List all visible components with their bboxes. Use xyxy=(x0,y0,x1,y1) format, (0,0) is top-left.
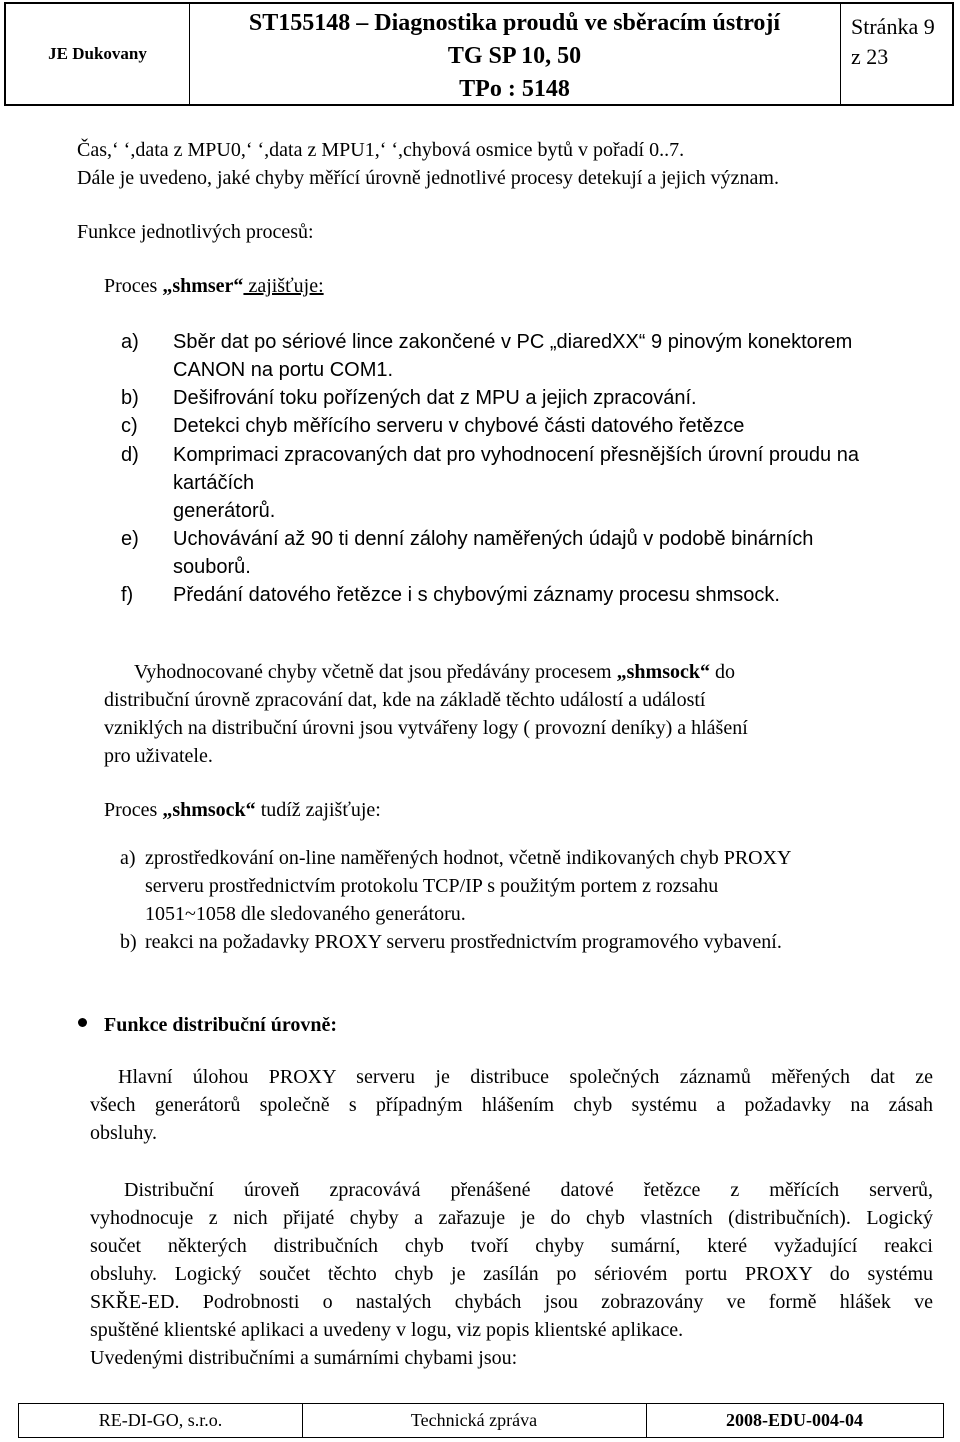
item-text: kartáčích xyxy=(173,472,255,494)
footer-doc-id: 2008-EDU-004-04 xyxy=(726,1410,863,1430)
item-label: a) xyxy=(121,331,139,353)
item-text: Sběr dat po sériové lince zakončené v PC „diaredXX“ 9 pinovým konektorem xyxy=(173,331,853,353)
item-label: c) xyxy=(121,415,138,437)
page-number-line2: z 23 xyxy=(851,44,889,69)
footer-doc-type: Technická zpráva xyxy=(302,1404,647,1437)
item-label: a) xyxy=(120,847,136,869)
para1-line-4: pro uživatele. xyxy=(104,745,213,767)
item-text: Dešifrování toku pořízených dat z MPU a jejich zpracování. xyxy=(173,387,697,409)
shmser-prefix: Proces xyxy=(104,275,163,297)
shmsock-prefix: Proces xyxy=(104,799,163,821)
paragraph-line: obsluhy. Logický součet těchto chyb je zasílán po sériovém portu PROXY do systému xyxy=(90,1263,933,1285)
item-text: souborů. xyxy=(173,556,251,578)
item-text: generátorů. xyxy=(173,500,276,522)
header-title xyxy=(189,4,841,104)
item-text: reakci na požadavky PROXY serveru prostřednictvím programového vybavení. xyxy=(145,931,782,953)
paragraph-line: součet některých distribučních chyb tvoří chyby sumární, které vyžadující reakci xyxy=(90,1235,933,1257)
shmsock-intro xyxy=(104,796,381,824)
item-text: CANON na portu COM1. xyxy=(173,359,394,381)
item-label: b) xyxy=(121,387,139,409)
item-label: e) xyxy=(121,528,139,550)
item-label: b) xyxy=(120,931,137,953)
item-text: Předání datového řetězce i s chybovými záznamy procesu shmsock. xyxy=(173,584,780,606)
item-label: f) xyxy=(121,584,134,606)
shmser-intro xyxy=(104,272,324,300)
paragraph-line: Distribuční úroveň zpracovává přenášené datové řetězce z měřících serverů, xyxy=(124,1179,933,1201)
para1-line-1 xyxy=(134,658,735,686)
para1-text: do xyxy=(709,661,735,683)
shmser-name: „shmser“ xyxy=(162,275,244,297)
shmser-suffix: zajišťuje: xyxy=(243,275,324,297)
shmsock-name: „shmsock“ xyxy=(616,661,710,683)
item-text: zprostředkování on-line naměřených hodnot, včetně indikovaných chyb PROXY xyxy=(145,847,792,869)
header-title-line3: TPo : 5148 xyxy=(459,76,570,102)
distribution-paragraph-3: Uvedenými distribučními a sumárními chybami jsou: xyxy=(90,1347,518,1369)
item-text: Uchovávání až 90 ti denní zálohy naměřených údajů v podobě binárních xyxy=(173,528,814,550)
item-text: Komprimaci zpracovaných dat pro vyhodnocení přesnějších úrovní proudu na xyxy=(173,444,859,466)
paragraph-line: spuštěné klientské aplikaci a uvedeny v logu, viz popis klientské aplikace. xyxy=(90,1319,684,1341)
bullet-icon xyxy=(78,1018,87,1027)
paragraph-line: SKŘE-ED. Podrobnosti o nastalých chybách jsou zobrazovány ve formě hlášek ve xyxy=(90,1291,933,1313)
item-label: d) xyxy=(121,444,139,466)
paragraph-line: všech generátorů společně s případným hlášením chyb systému a požadavky na zásah xyxy=(90,1094,933,1116)
functions-heading: Funkce jednotlivých procesů: xyxy=(77,221,314,243)
shmsock-name: „shmsock“ xyxy=(162,799,256,821)
paragraph-line: obsluhy. xyxy=(90,1122,158,1144)
footer-company: RE-DI-GO, s.r.o. xyxy=(19,1404,303,1437)
page-footer xyxy=(18,1403,944,1438)
para1-line-2: distribuční úrovně zpracování dat, kde na základě těchto událostí a událostí xyxy=(104,689,706,711)
page-number-line1: Stránka 9 xyxy=(851,14,935,39)
distribution-heading: Funkce distribuční úrovně: xyxy=(104,1014,337,1036)
item-text: 1051~1058 dle sledovaného generátoru. xyxy=(145,903,466,925)
paragraph-line: vyhodnocuje z nich přijaté chyby a zařazuje je do chyb vlastních (distribučních). Logický xyxy=(90,1207,933,1229)
para1-text: Vyhodnocované chyby včetně dat jsou předávány procesem xyxy=(134,661,617,683)
para1-line-3: vzniklých na distribuční úrovni jsou vytvářeny logy ( provozní deníky) a hlášení xyxy=(104,717,748,739)
intro-line-1: Čas,‘ ‘,data z MPU0,‘ ‘,data z MPU1,‘ ‘,chybová osmice bytů v pořadí 0..7. xyxy=(77,139,685,161)
page-header xyxy=(4,2,954,106)
shmsock-suffix: tudíž zajišťuje: xyxy=(255,799,381,821)
intro-line-2: Dále je uvedeno, jaké chyby měřící úrovně jednotlivé procesy detekují a jejich význam. xyxy=(77,167,779,189)
distribution-paragraph-1 xyxy=(90,1063,933,1147)
header-page-number xyxy=(841,4,952,104)
header-org: JE Dukovany xyxy=(6,4,190,104)
header-title-line2: TG SP 10, 50 xyxy=(447,43,582,69)
item-text: serveru prostřednictvím protokolu TCP/IP s použitým portem z rozsahu xyxy=(145,875,719,897)
item-text: Detekci chyb měřícího serveru v chybové části datového řetězce xyxy=(173,415,745,437)
paragraph-line: Hlavní úlohou PROXY serveru je distribuce společných záznamů měřených dat ze xyxy=(118,1066,933,1088)
distribution-paragraph-2 xyxy=(90,1176,933,1344)
header-title-line1: ST155148 – Diagnostika proudů ve sběracím ústrojí xyxy=(248,10,781,36)
